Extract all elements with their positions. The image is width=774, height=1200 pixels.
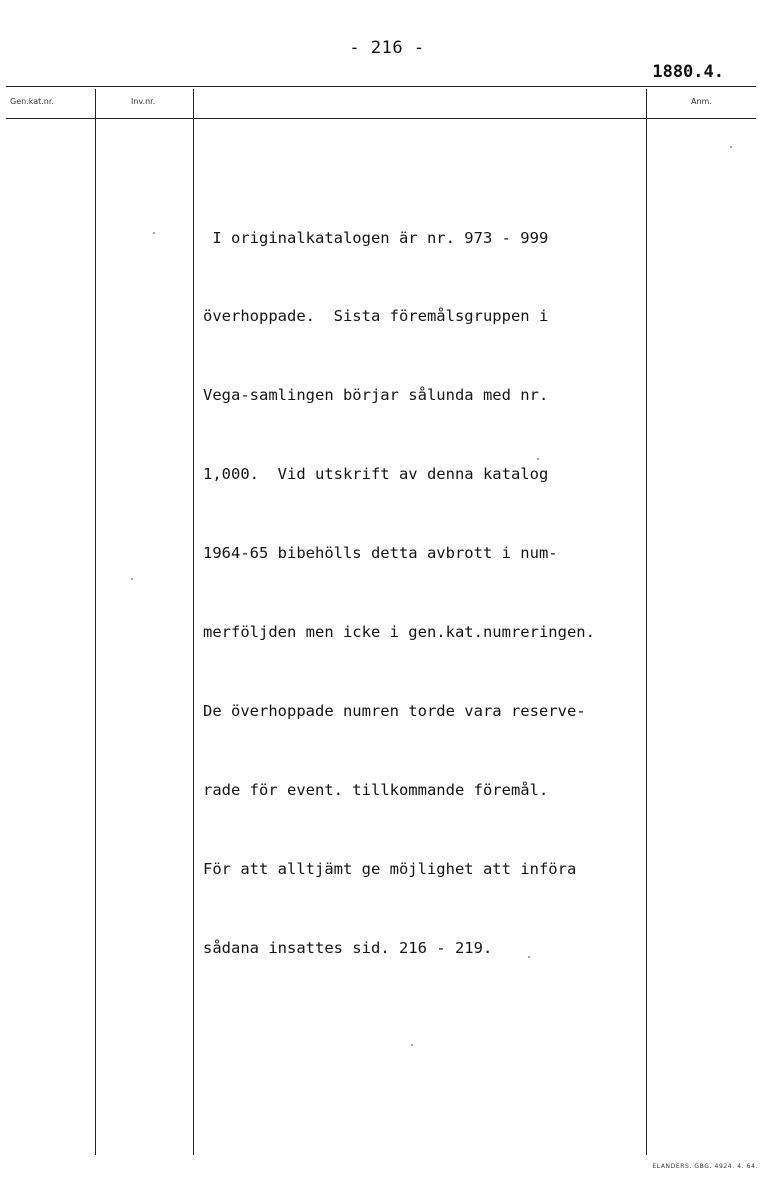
scan-speck bbox=[730, 146, 732, 148]
note-line: rade för event. tillkommande föremål. bbox=[203, 780, 549, 799]
column-divider-gen-kat bbox=[95, 89, 96, 1155]
scan-speck bbox=[131, 578, 133, 580]
note-line: För att alltjämt ge möjlighet att införa bbox=[203, 859, 577, 878]
note-line: 1,000. Vid utskrift av denna katalog bbox=[203, 465, 549, 484]
column-header-gen-kat-nr: Gen.kat.nr. bbox=[10, 97, 54, 106]
scan-speck bbox=[528, 956, 530, 958]
note-line: Vega-samlingen börjar sålunda med nr. bbox=[203, 386, 549, 405]
note-line: sådana insattes sid. 216 - 219. bbox=[203, 938, 493, 957]
column-header-inv-nr: Inv.nr. bbox=[131, 97, 156, 106]
note-line: De överhoppade numren torde vara reserve- bbox=[203, 701, 586, 720]
note-line: merföljden men icke i gen.kat.numreringen. bbox=[203, 623, 595, 642]
column-divider-inv bbox=[193, 89, 194, 1155]
note-line: överhoppade. Sista föremålsgruppen i bbox=[203, 307, 549, 326]
scan-speck bbox=[411, 1044, 413, 1046]
column-header-anm: Anm. bbox=[691, 97, 712, 106]
header-bottom-rule bbox=[6, 118, 756, 119]
catalog-reference: 1880.4. bbox=[652, 62, 724, 82]
note-line: I originalkatalogen är nr. 973 - 999 bbox=[203, 228, 549, 247]
scan-speck bbox=[537, 458, 539, 460]
scan-speck bbox=[153, 232, 155, 234]
note-line: 1964-65 bibehölls detta avbrott i num- bbox=[203, 544, 558, 563]
note-text bbox=[203, 172, 653, 987]
page-number: - 216 - bbox=[349, 38, 425, 58]
printer-mark: ELANDERS. GBG. 4924. 4. 64. bbox=[652, 1163, 758, 1170]
header-top-rule bbox=[6, 86, 756, 87]
